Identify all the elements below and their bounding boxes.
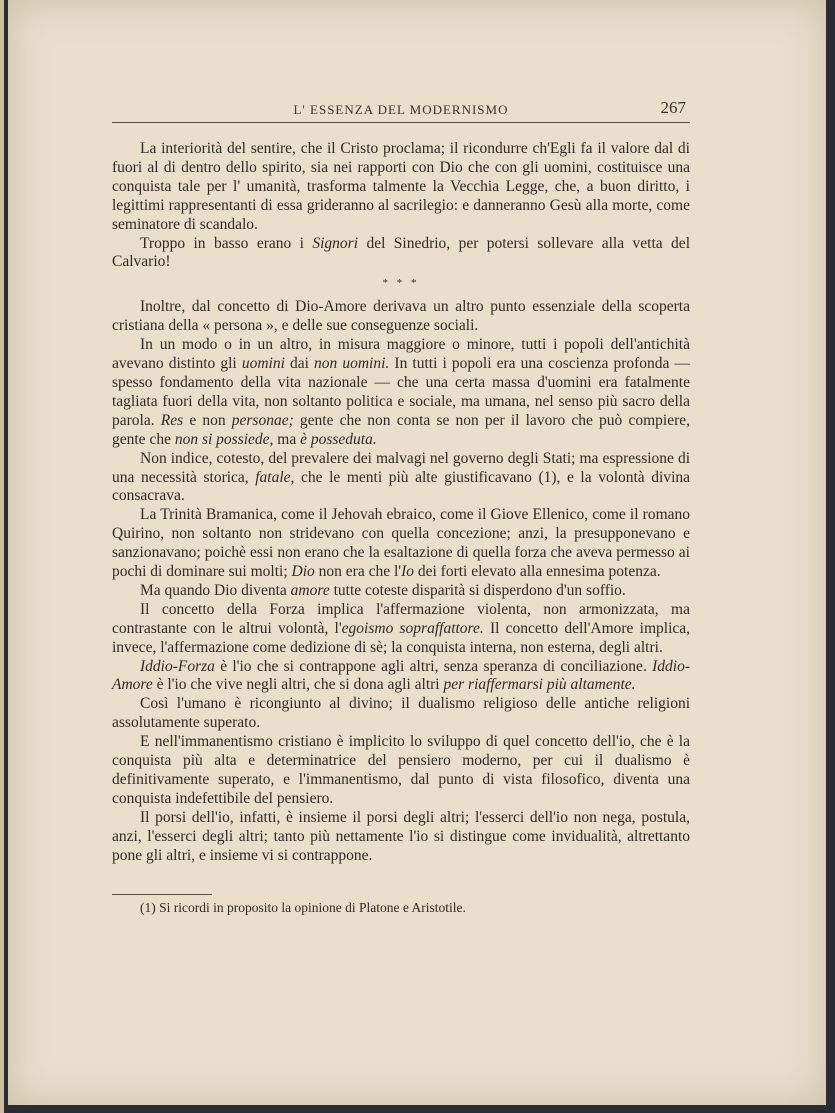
- paragraph-8: Il concetto della Forza implica l'affermazione violenta, non armonizzata, ma contrastante con le altrui volontà, l'egoismo sopraffattore. Il concetto dell'Amore implica, invece, l'affermazione come dedizione di sè; la conquista interna, non esterna, degli altri.: [112, 600, 691, 656]
- paragraph-6: La Trinità Bramanica, come il Jehovah ebraico, come il Giove Ellenico, come il romano Quirino, non soltanto non stridevano con quella concezione; anzi, la presupponevano e sanzionavano; poichè essi non erano che la esaltazione di quella forza che aveva permesso ai pochi di dominare sui molti; Dio non era che l'Io dei forti elevato alla ennesima potenza.: [112, 506, 690, 581]
- section-separator: * * *: [382, 277, 420, 290]
- paragraph-3: Inoltre, dal concetto di Dio-Amore derivava un altro punto essenziale della scoperta cristiana della « persona », e delle sue conseguenze sociali.: [112, 298, 690, 335]
- running-title: L' ESSENZA DEL MODERNISMO: [293, 102, 509, 117]
- paragraph-2: Troppo in basso erano i Signori del Sinedrio, per potersi sollevare alla vetta del Calvario!: [112, 234, 690, 271]
- paragraph-12: Il porsi dell'io, infatti, è insieme il porsi degli altri; l'esserci dell'io non nega, postula, anzi, l'esserci degli altri; tanto più nettamente l'io si distingue come invidualità, altrettanto pone gli altri, e insieme vi si contrappone.: [112, 808, 690, 864]
- body-text: [112, 140, 690, 866]
- page-number: 267: [660, 98, 686, 117]
- paragraph-1: La interiorità del sentire, che il Cristo proclama; il ricondurre ch'Egli fa il valore dal di fuori al di dentro dello spirito, sia nei rapporti con Dio che con gli uomini, costituisce una conquista tale per l' umanità, trasforma talmente la Vecchia Legge, che, a buon diritto, i legittimi rappresentanti di essa grideranno al sacrilegio: e danneranno Gesù alla morte, come seminatore di scandalo.: [112, 140, 690, 233]
- paragraph-9: Iddio-Forza è l'io che si contrappone agli altri, senza speranza di conciliazione. Iddio-Amore è l'io che vive negli altri, che si dona agli altri per riaffermarsi più altamente.: [112, 657, 690, 694]
- book-binding-edge: [0, 0, 4, 1113]
- paragraph-10: Così l'umano è ricongiunto al divino; il dualismo religioso delle antiche religioni assolutamente superato.: [112, 695, 690, 732]
- footnote: (1) Si ricordi in proposito la opinione di Platone e Aristotile.: [140, 900, 466, 915]
- paragraph-7: Ma quando Dio diventa amore tutte coteste disparità si disperdono d'un soffio.: [140, 581, 626, 599]
- paragraph-5: Non indice, cotesto, del prevalere dei malvagi nel governo degli Stati; ma espressione di una necessità storica, fatale, che le menti più alte giustificavano (1), e la volontà divina consacrava.: [112, 449, 691, 505]
- page-header: [112, 98, 690, 123]
- paragraph-11: E nell'immanentismo cristiano è implicito lo sviluppo di quel concetto dell'io, che è la conquista più alta e determinatrice del pensiero moderno, per cui il dualismo è definitivamente superato, e l'immanentismo, dal punto di vista filosofico, diventa una conquista indefettibile del pensiero.: [112, 733, 690, 807]
- paragraph-4: In un modo o in un altro, in misura maggiore o minore, tutti i popoli dell'antichità avevano distinto gli uomini dai non uomini. In tutti i popoli era una coscienza profonda — spesso fondamento della vita nazionale — che una certa massa d'uomini era fatalmente tagliata fuori della vita, non soltanto politica e sociale, ma umana, nel senso più sacro della parola. Res e non personae; gente che non conta se non per il lavoro che può compiere, gente che non si possiede, ma è posseduta.: [112, 336, 691, 448]
- footnote-rule: [112, 894, 212, 895]
